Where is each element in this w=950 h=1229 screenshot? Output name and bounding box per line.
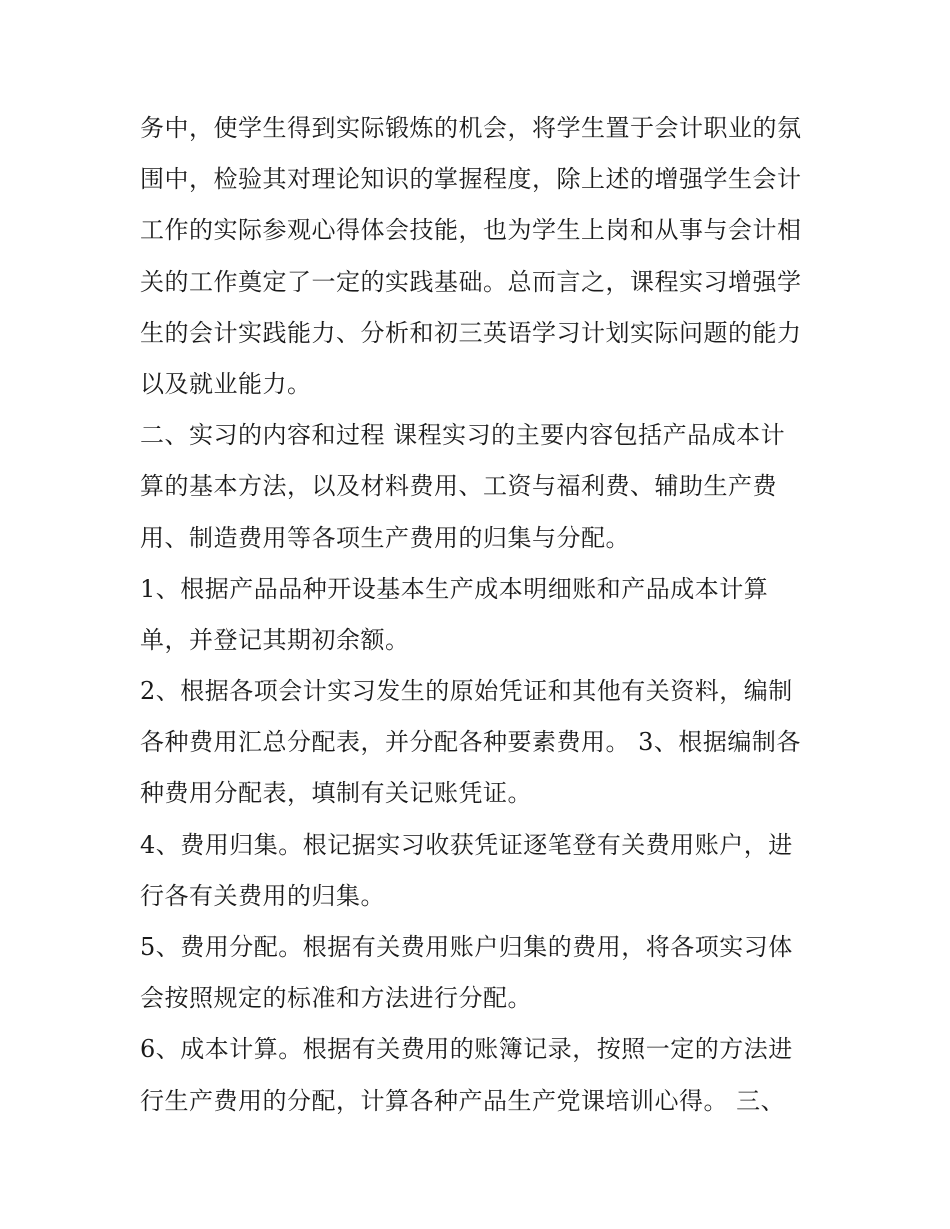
text-line: 用、制造费用等各项生产费用的归集与分配。 — [140, 523, 630, 552]
text-line: 行生产费用的分配，计算各种产品生产党课培训心得。 三、 — [140, 1086, 786, 1115]
section-heading-line: 二、实习的内容和过程 课程实习的主要内容包括产品成本计 — [140, 421, 786, 450]
text-line: 工作的实际参观心得体会技能，也为学生上岗和从事与会计相 — [140, 216, 802, 245]
text-line: 算的基本方法，以及材料费用、工资与福利费、辅助生产费 — [140, 472, 777, 501]
text-line: 会按照规定的标准和方法进行分配。 — [140, 984, 532, 1013]
list-item-line: 1、根据产品品种开设基本生产成本明细账和产品成本计算 — [140, 574, 769, 603]
text-line: 务中，使学生得到实际锻炼的机会，将学生置于会计职业的氛 — [140, 114, 802, 142]
text-line: 以及就业能力。 — [140, 369, 312, 398]
text-line: 种费用分配表，填制有关记账凭证。 — [140, 779, 532, 808]
list-item-line: 5、费用分配。根据有关费用账户归集的费用，将各项实习体 — [140, 933, 793, 961]
text-line: 关的工作奠定了一定的实践基础。总而言之，课程实习增强学 — [140, 267, 802, 296]
list-item-line: 4、费用归集。根记据实习收获凭证逐笔登有关费用账户，进 — [140, 830, 793, 859]
text-line: 生的会计实践能力、分析和初三英语学习计划实际问题的能力 — [140, 318, 802, 347]
list-item-line: 2、根据各项会计实习发生的原始凭证和其他有关资料，编制 — [140, 677, 793, 706]
text-line: 行各有关费用的归集。 — [140, 881, 385, 910]
document-body — [140, 103, 830, 1127]
text-line: 围中，检验其对理论知识的掌握程度，除上述的增强学生会计 — [140, 165, 802, 194]
text-line: 各种费用汇总分配表，并分配各种要素费用。 3、根据编制各 — [140, 728, 801, 757]
list-item-line: 6、成本计算。根据有关费用的账簿记录，按照一定的方法进 — [140, 1035, 793, 1064]
text-line: 单，并登记其期初余额。 — [140, 625, 410, 654]
